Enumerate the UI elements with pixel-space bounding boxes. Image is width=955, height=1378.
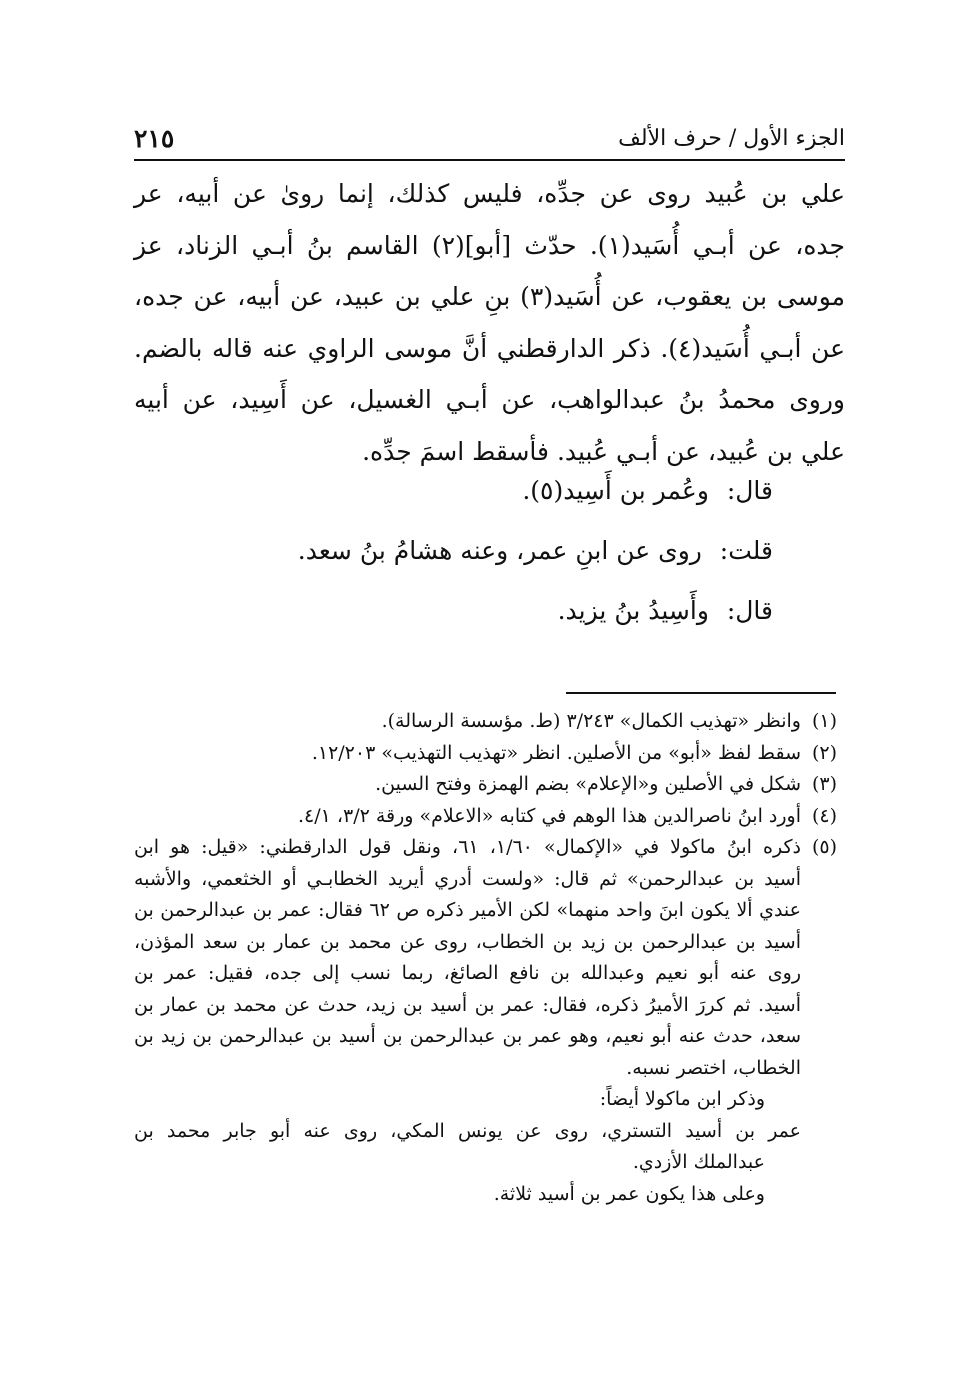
footnote-number: (٥) [811, 836, 837, 858]
page-header [134, 118, 845, 158]
footnote-text [134, 801, 801, 833]
footnote [134, 769, 837, 801]
main-paragraph [134, 168, 845, 478]
footnote-line: وذكر ابن ماكولا أيضاً: [599, 1088, 765, 1110]
footnote-number: (٣) [811, 773, 837, 795]
footnote-number: (٤) [811, 804, 837, 827]
footnote-line: وعلى هذا يكون عمر بن أسيد ثلاثة. [493, 1182, 765, 1205]
footnote-number: (٢) [811, 741, 837, 764]
footnote [134, 832, 837, 1084]
qa-text: وأَسِيدُ بنُ يزيد. [557, 596, 709, 625]
footnote [134, 801, 837, 833]
footnote-separator [566, 692, 836, 694]
text-line: عن أبـي أُسَيد(٤). ذكر الدارقطني أنَّ موسى الراوي عنه قاله بالضم. [134, 333, 845, 363]
page-number: ٢١٥ [134, 123, 175, 153]
qa-text: روى عن ابنِ عمر، وعنه هشامُ بنُ سعد. [297, 536, 702, 565]
footnote-line: الخطاب، اختصر نسبه. [626, 1056, 801, 1079]
qa-entry [134, 476, 773, 505]
footnote [134, 738, 837, 770]
footnote-line: أسيد بن عبدالرحمن» ثم قال: «ولست أدري أيريد الخطابـي أو الخثعمي، والأشبه [134, 867, 801, 890]
footnote-line: وانظر «تهذيب الكمال» ٣/٢٤٣ (ط. مؤسسة الرسالة). [381, 710, 801, 732]
footnote-text [134, 706, 801, 738]
text-line: علي بن عُبيد روى عن جدِّه، فليس كذلك، إنما روىٰ عن أبيه، عر [134, 179, 845, 208]
running-title: الجزء الأول / حرف الألف [618, 125, 845, 151]
qa-label: قال: [726, 596, 773, 625]
footnote-line: شكل في الأصلين و«الإعلام» بضم الهمزة وفتح السين. [375, 773, 801, 795]
footnote [134, 706, 837, 738]
text-line: علي بن عُبيد، عن أبـي عُبيد. فأسقط اسمَ جدِّه. [362, 436, 845, 466]
footnote-line: أورد ابنُ ناصرالدين هذا الوهم في كتابه «الاعلام» ورقة ٣/٢، ٤/١. [297, 804, 801, 827]
footnote-text [134, 738, 801, 770]
footnote-line: روى عنه أبو نعيم وعبدالله بن نافع الصائغ، ربما نسب إلى جده، فقيل: عمر بن [134, 962, 801, 984]
footnote-line: سقط لفظ «أبو» من الأصلين. انظر «تهذيب التهذيب» ١٢/٢٠٣. [311, 741, 801, 764]
qa-label: قال: [726, 476, 773, 505]
footnote-continuation [134, 1084, 837, 1210]
qa-entry [134, 596, 773, 625]
main-text [134, 168, 845, 478]
text-line: جده، عن أبـي أُسَيد(١). حدّث [أبو](٢) القاسم بنُ أبـي الزناد، عز [134, 230, 845, 260]
footnote-line: عبدالملك الأزدي. [632, 1151, 765, 1173]
qa-text: وعُمر بن أَسِيد(٥). [522, 476, 709, 505]
qa-entry [134, 536, 773, 565]
footnotes [134, 706, 837, 1210]
footnote-line: سعد، حدث عنه أبو نعيم، وهو عمر بن عبدالرحمن بن أسيد بن عبدالرحمن بن زيد بن [134, 1025, 801, 1047]
footnote-line: ذكره ابنُ ماكولا في «الإكمال» ١/٦٠، ٦١، ونقل قول الدارقطني: «قيل: هو ابن [134, 836, 801, 858]
footnote-line: أسيد بن عبدالرحمن بن زيد بن الخطاب، روى عن محمد بن عمار بن سعد المؤذن، [134, 930, 801, 953]
qa-label: قلت: [719, 536, 773, 565]
text-line: موسى بن يعقوب، عن أُسَيد(٣) بنِ علي بن عبيد، عن أبيه، عن جده، [134, 282, 846, 312]
footnote-text [134, 769, 801, 801]
header-rule [134, 159, 845, 161]
footnote-line: عندي ألا يكون ابنَ واحد منهما» لكن الأمير ذكره ص ٦٢ فقال: عمر بن عبدالرحمن بن [134, 899, 801, 921]
footnote-text [134, 832, 801, 1084]
text-line: وروى محمدُ بنُ عبدالواهب، عن أبـي الغسيل، عن أَسِيد، عن أبيه [134, 385, 845, 415]
footnote-number: (١) [811, 710, 837, 732]
footnote-line: أسيد. ثم كررَ الأميرُ ذكره، فقال: عمر بن أسيد بن زيد، حدث عن محمد بن عمار بن [134, 993, 801, 1016]
footnote-line: عمر بن أسيد التستري، روى عن يونس المكي، روى عنه أبو جابر محمد بن [134, 1119, 801, 1142]
